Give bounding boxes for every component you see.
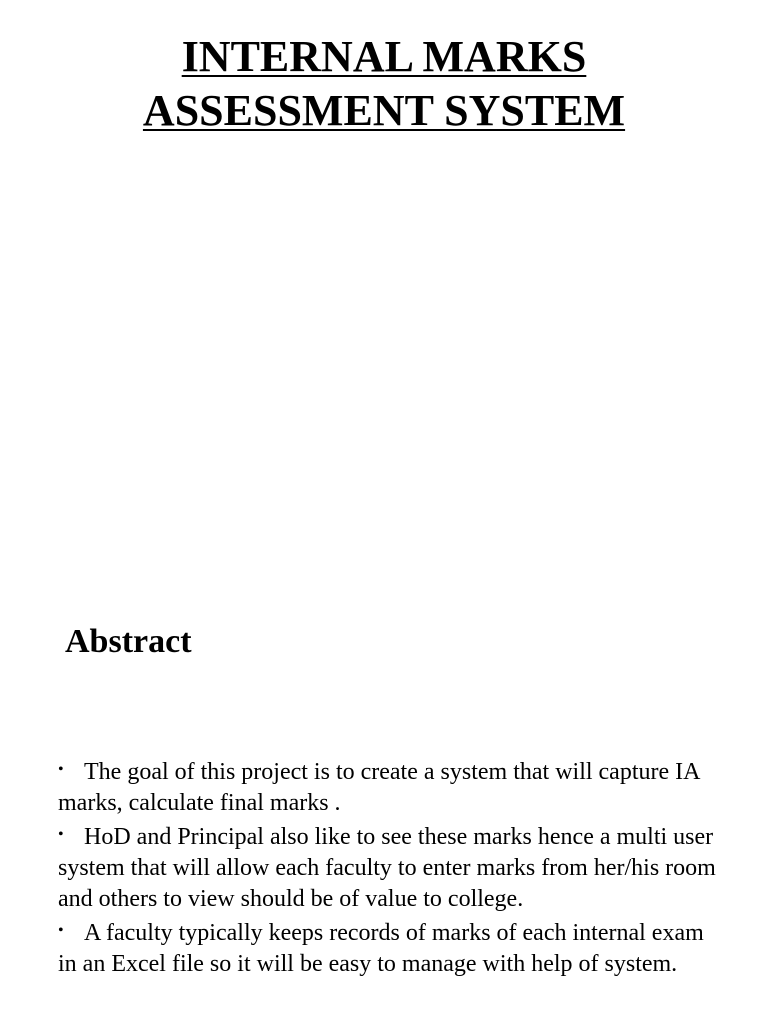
abstract-heading: Abstract [65, 623, 192, 660]
bullet-icon: • [58, 826, 64, 843]
list-item [58, 915, 726, 980]
bullet-icon: • [58, 761, 64, 778]
title-line-2: ASSESSMENT SYSTEM [142, 86, 626, 135]
bullet-text: The goal of this project is to create a system that will capture IA marks, calculate final marks . [58, 759, 700, 816]
bullet-text: A faculty typically keeps records of marks of each internal exam in an Excel file so it will be easy to manage with help of system. [58, 920, 704, 977]
document-title [0, 30, 768, 138]
bullet-icon: • [58, 922, 64, 939]
list-item [58, 819, 726, 915]
abstract-bullet-list [58, 754, 726, 980]
list-item [58, 754, 726, 819]
bullet-text: HoD and Principal also like to see these marks hence a multi user system that will allow each faculty to enter marks from her/his room and others to view should be of value to college. [58, 824, 716, 912]
title-line-1: INTERNAL MARKS [181, 32, 587, 81]
